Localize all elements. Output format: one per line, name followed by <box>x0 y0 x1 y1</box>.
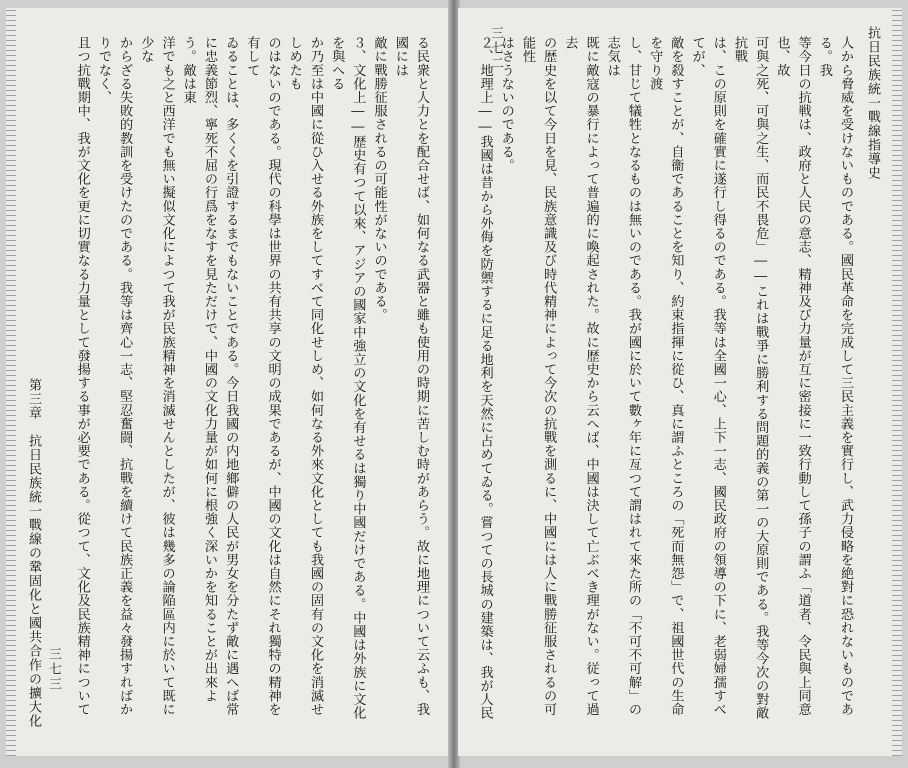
text-column: ３、文化上――歴史有つて以來、アジアの國家中強立の文化を有せるは獨り中國だけである。中國は外族に文化を與へる <box>329 36 366 720</box>
text-column: の歴史を以て今日を見、民族意識及び時代精神によって今次の抗戰を測るに、中國には人に戰勝征服されるの可能性 <box>519 36 557 716</box>
text-column: 洋でも之と西洋でも無い擬似文化によつて我が民族精神を消滅せんとしたが、彼は幾多の論陥區内に於いて既に少な <box>138 36 175 716</box>
text-column: 等今日の抗戦は、政府と人民の意志、精神及び力量が互に密接に一致行動して孫子の謂ふ「道者、令民與上同意也、故 <box>774 36 811 716</box>
left-page <box>6 8 450 756</box>
left-running-head: 第三章 抗日民族統一戰線の鞏固化と國共合作の擴大化 <box>26 378 41 728</box>
text-column: 且つ抗戰期中、我が文化を更に切實なる力量として發揚する事が必要である。從つて、文化及民族精神について <box>74 36 90 716</box>
text-column: のはないのである。現代の科學は世界の共有共享の文明の成果であるが、中國の文化は自然にそれ獨特の精神を有して <box>244 36 281 716</box>
right-page-edge <box>892 8 902 756</box>
right-page <box>458 8 902 756</box>
text-column: に忠義節烈、寧死不屈の行爲をなすを見ただけで、中國の文化力量が如何に根強く深いかを知ることが出來よう。敵は東 <box>180 36 217 703</box>
right-body-text <box>476 36 856 728</box>
left-body-text <box>68 36 432 728</box>
text-column: ゐることは、多くくを引證するまでもないことである。今日我國の内地鄉僻の人民が男女を分たず敵に遇へば常 <box>223 36 239 716</box>
text-column: 敵を殺すことが、自衞であることを知り、約束指揮に從ひ、真に謂ふところの「死而無怨」で、祖國世代の生命を守り渡 <box>647 36 684 716</box>
left-page-number: 三七三 <box>46 647 61 692</box>
left-page-edge <box>6 8 16 756</box>
text-column: は、この原則を確實に遂行し得るのである。我等は全國一心、上下一志、國民政府の領導の下に、老弱婦孺すべてが、 <box>689 36 726 716</box>
right-page-number: 三七二 <box>488 26 503 71</box>
text-column: る民衆と人力とを配合せば、如何なる武器と雖も使用の時期に苦しむ時があらう。故に地理について云ふも、我國には <box>392 36 429 716</box>
text-column: 既に敵寇の暴行によって普遍的に喚起された。故に歴史から云へば、中國は決して亡ぶべき理がない。従って過去 <box>562 36 599 716</box>
text-column: 敵に戰勝征服されるの可能性がないのである。 <box>371 36 387 322</box>
right-running-head: 抗日民族統一戰線指導史 <box>865 26 880 180</box>
text-column: からざる失敗的教訓を受けたのである。我等は齊心一志、堅忍奮闘、抗戰を續けて民族正義を益々發揚すればかりでなく、 <box>95 36 133 716</box>
text-column: はさうないのである。 <box>498 36 514 172</box>
text-column: 人から脅威を受けないものである。國民革命を完成して三民主義を實行し、武力侵略を絶對に恐れないものである。我 <box>816 36 853 716</box>
text-column: ２、地理上――我國は昔から外侮を防禦するに足る地利を天然に占めてゐる。嘗つての長城の建築は、我が人民 <box>477 36 493 720</box>
text-column: か乃至は中國に從ひ入せる外族をしてすべて同化せしめ、如何なる外來文化としても我國の固有の文化を消滅せしめたも <box>286 36 323 716</box>
text-column: し、甘じて犠牲となるものは無いのである。我が國に於いて數ヶ年に亙つて謂はれて來た所の「不可不可解」の志気は <box>604 36 641 716</box>
text-column: 可與之死、可與之生、而民不畏危」――これは戰爭に勝利する問題的義の第一の大原則である。我等今次の對敵抗戰 <box>731 36 769 720</box>
